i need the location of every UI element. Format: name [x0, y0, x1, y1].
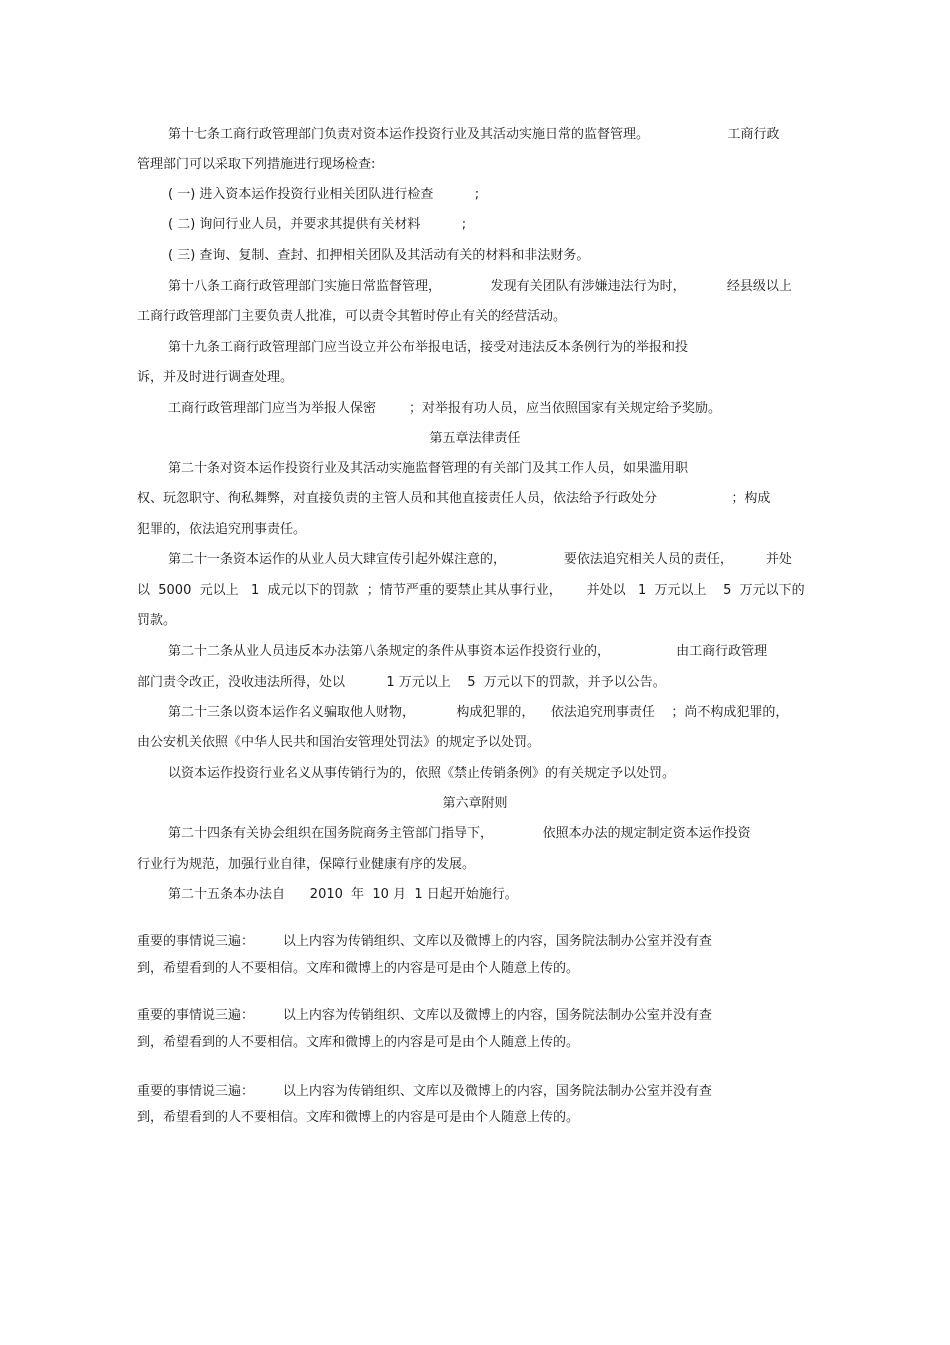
notice-2-line-1: 重要的事情说三遍： 以上内容为传销组织、文库以及微博上的内容，国务院法制办公室并没有查: [137, 1008, 712, 1023]
notice-3-line-2: 到，希望看到的人不要相信。文库和微博上的内容是可是由个人随意上传的。: [137, 1110, 580, 1125]
article-17-item-3: ( 三) 查询、复制、查封、扣押相关团队及其活动有关的材料和非法财务。: [168, 248, 590, 263]
article-17-item-2: ( 二) 询问行业人员，并要求其提供有关材料 ;: [168, 217, 467, 232]
article-21-line-3: 罚款。: [137, 613, 177, 628]
article-24-line-1: 第二十四条有关协会组织在国务院商务主管部门指导下， 依照本办法的规定制定资本运作投资: [168, 826, 751, 841]
article-20-line-2: 权、玩忽职守、徇私舞弊，对直接负责的主管人员和其他直接责任人员，依法给予行政处分 ；构成: [137, 491, 771, 506]
article-25-line-1: 第二十五条本办法自 2010 年 10 月 1 日起开始施行。: [168, 887, 518, 902]
article-21-line-1: 第二十一条资本运作的从业人员大肆宣传引起外媒注意的， 要依法追究相关人员的责任， 并处: [168, 552, 792, 567]
notice-1-line-2: 到，希望看到的人不要相信。文库和微博上的内容是可是由个人随意上传的。: [137, 961, 580, 976]
article-23-line-3: 以资本运作投资行业名义从事传销行为的，依照《禁止传销条例》的有关规定予以处罚。: [168, 766, 676, 781]
article-19-line-1: 第十九条工商行政管理部门应当设立并公布举报电话，接受对违法反本条例行为的举报和投: [168, 340, 689, 355]
article-17-line-1: 第十七条工商行政管理部门负责对资本运作投资行业及其活动实施日常的监督管理。 工商行政: [168, 127, 780, 142]
article-19-line-2: 诉，并及时进行调查处理。: [137, 370, 294, 385]
article-22-line-1: 第二十二条从业人员违反本办法第八条规定的条件从事资本运作投资行业的， 由工商行政管理: [168, 644, 768, 659]
article-20-line-3: 犯罪的，依法追究刑事责任。: [137, 522, 307, 537]
article-22-line-2: 部门责令改正，没收违法所得，处以 1 万元以上 5 万元以下的罚款，并予以公告。: [137, 675, 666, 690]
article-24-line-2: 行业行为规范，加强行业自律，保障行业健康有序的发展。: [137, 857, 476, 872]
article-17-item-1: ( 一) 进入资本运作投资行业相关团队进行检查 ;: [168, 187, 480, 202]
chapter-6-title: 第六章附则: [442, 796, 508, 811]
article-23-line-1: 第二十三条以资本运作名义骗取他人财物， 构成犯罪的， 依法追究刑事责任 ；尚不构成犯罪的，: [168, 705, 789, 720]
article-18-line-1: 第十八条工商行政管理部门实施日常监督管理， 发现有关团队有涉嫌违法行为时， 经县级以上: [168, 279, 792, 294]
article-23-line-2: 由公安机关依照《中华人民共和国治安管理处罚法》的规定予以处罚。: [137, 735, 541, 750]
article-21-line-2: 以 5000 元以上 1 成元以下的罚款 ；情节严重的要禁止其从事行业， 并处以 1 万元以上 5 万元以下的: [137, 583, 805, 598]
chapter-5-title: 第五章法律责任: [429, 431, 521, 446]
article-17-line-2: 管理部门可以采取下列措施进行现场检查:: [137, 157, 376, 172]
article-20-line-1: 第二十条对资本运作投资行业及其活动实施监督管理的有关部门及其工作人员，如果滥用职: [168, 461, 689, 476]
notice-1-line-1: 重要的事情说三遍： 以上内容为传销组织、文库以及微博上的内容，国务院法制办公室并没有查: [137, 934, 712, 949]
notice-3-line-1: 重要的事情说三遍： 以上内容为传销组织、文库以及微博上的内容，国务院法制办公室并没有查: [137, 1084, 712, 1099]
article-19-line-3: 工商行政管理部门应当为举报人保密 ；对举报有功人员，应当依照国家有关规定给予奖励。: [168, 401, 722, 416]
article-18-line-2: 工商行政管理部门主要负责人批准，可以责令其暂时停止有关的经营活动。: [137, 309, 567, 324]
notice-2-line-2: 到，希望看到的人不要相信。文库和微博上的内容是可是由个人随意上传的。: [137, 1035, 580, 1050]
